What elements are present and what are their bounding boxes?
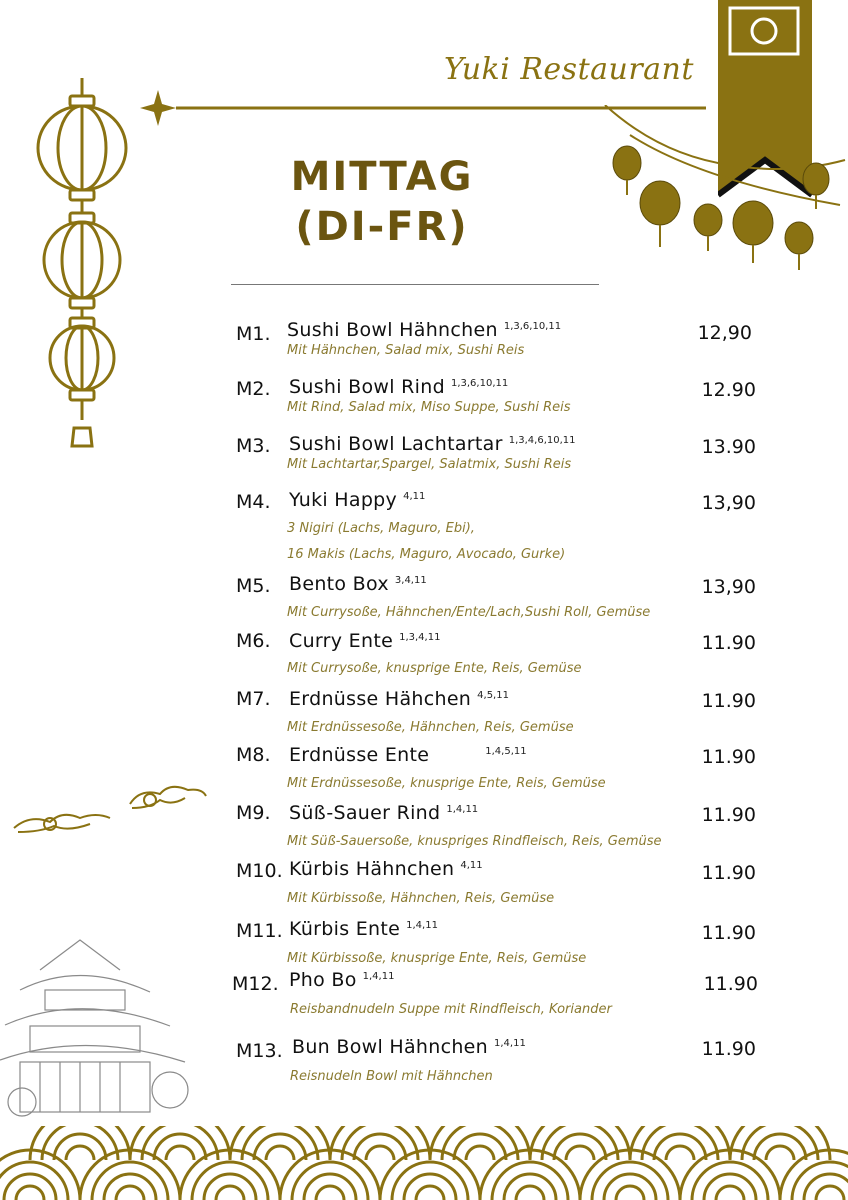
item-allergens: 4,11 <box>460 860 483 871</box>
item-code: M6. <box>236 630 271 652</box>
item-price: 12.90 <box>701 379 756 401</box>
item-description: Mit Lachtartar,Spargel, Salatmix, Sushi Reis <box>287 457 572 472</box>
item-allergens: 4,11 <box>403 491 426 502</box>
item-name-text: Erdnüsse Hähchen <box>289 688 472 710</box>
item-allergens: 1,3,4,6,10,11 <box>508 435 576 446</box>
item-allergens: 1,4,5,11 <box>485 746 527 757</box>
item-price: 13,90 <box>701 576 756 598</box>
item-code: M12. <box>232 973 279 995</box>
item-description: Mit Rind, Salad mix, Miso Suppe, Sushi Reis <box>287 400 571 415</box>
item-name <box>289 489 425 511</box>
item-allergens: 1,4,11 <box>494 1038 526 1049</box>
item-name-text: Pho Bo <box>289 969 357 991</box>
item-name-text: Kürbis Ente <box>289 918 401 940</box>
item-price: 11.90 <box>701 862 756 884</box>
item-description: Mit Kürbissoße, Hähnchen, Reis, Gemüse <box>287 891 555 906</box>
restaurant-name: Yuki Restaurant <box>444 52 694 87</box>
item-name <box>289 858 483 880</box>
item-name <box>289 688 509 710</box>
wave-pattern <box>0 1118 848 1200</box>
item-allergens: 4,5,11 <box>477 690 509 701</box>
item-price: 11.90 <box>701 922 756 944</box>
item-description: 3 Nigiri (Lachs, Maguro, Ebi), <box>287 521 475 536</box>
item-price: 13.90 <box>701 436 756 458</box>
item-name <box>287 319 561 341</box>
item-name-text: Kürbis Hähnchen <box>289 858 455 880</box>
item-price: 11.90 <box>701 632 756 654</box>
item-allergens: 1,3,4,11 <box>399 632 441 643</box>
item-code: M1. <box>236 323 271 345</box>
item-code: M9. <box>236 802 271 824</box>
item-price: 11.90 <box>701 690 756 712</box>
item-name-text: Sushi Bowl Rind <box>289 376 445 398</box>
pagoda-illustration <box>0 930 200 1120</box>
item-code: M7. <box>236 688 271 710</box>
item-name <box>289 573 427 595</box>
item-allergens: 1,4,11 <box>406 920 438 931</box>
item-price: 11.90 <box>701 1038 756 1060</box>
item-description: Mit Kürbissoße, knusprige Ente, Reis, Gemüse <box>287 951 587 966</box>
item-name <box>292 1036 526 1058</box>
item-name <box>289 376 508 398</box>
item-allergens: 1,4,11 <box>362 971 395 982</box>
item-description-2: 16 Makis (Lachs, Maguro, Avocado, Gurke) <box>287 547 566 562</box>
item-description: Reisbandnudeln Suppe mit Rindfleisch, Koriander <box>290 1002 612 1017</box>
item-code: M2. <box>236 378 271 400</box>
item-allergens: 1,3,6,10,11 <box>503 321 562 332</box>
item-price: 11.90 <box>701 746 756 768</box>
item-code: M13. <box>236 1040 283 1062</box>
item-description: Mit Hähnchen, Salad mix, Sushi Reis <box>287 343 525 358</box>
title-divider <box>231 284 599 285</box>
item-description: Mit Currysoße, Hähnchen/Ente/Lach,Sushi Roll, Gemüse <box>287 605 651 620</box>
item-name-text: Sushi Bowl Hähnchen <box>287 319 498 341</box>
item-name <box>289 802 478 824</box>
item-description: Mit Süß-Sauersoße, knuspriges Rindfleisch, Reis, Gemüse <box>287 834 662 849</box>
item-price: 12,90 <box>697 322 752 344</box>
title-line-2: (DI-FR) <box>295 204 469 250</box>
item-name <box>289 630 440 652</box>
item-name <box>289 433 576 455</box>
item-description: Mit Erdnüssesoße, knusprige Ente, Reis, Gemüse <box>287 776 606 791</box>
item-price: 13,90 <box>701 492 756 514</box>
item-code: M4. <box>236 491 271 513</box>
item-name <box>289 744 527 766</box>
item-code: M3. <box>236 435 271 457</box>
item-name-text: Curry Ente <box>289 630 394 652</box>
item-code: M8. <box>236 744 271 766</box>
item-price: 11.90 <box>701 804 756 826</box>
item-name-text: Bento Box <box>289 573 389 595</box>
item-allergens: 1,3,6,10,11 <box>450 378 509 389</box>
item-code: M10. <box>236 860 283 882</box>
item-name-text: Erdnüsse Ente <box>289 744 430 766</box>
item-price: 11.90 <box>703 973 758 995</box>
item-description: Mit Erdnüssesoße, Hähnchen, Reis, Gemüse <box>287 720 574 735</box>
item-name <box>289 918 438 940</box>
item-allergens: 3,4,11 <box>394 575 427 586</box>
item-code: M11. <box>236 920 283 942</box>
title-line-1: MITTAG <box>290 154 474 200</box>
item-allergens: 1,4,11 <box>446 804 479 815</box>
cloud-icon <box>10 778 210 842</box>
item-description: Mit Currysoße, knusprige Ente, Reis, Gemüse <box>287 661 582 676</box>
item-name-text: Sushi Bowl Lachtartar <box>289 433 503 455</box>
lantern-string-icon <box>600 105 848 280</box>
item-name-text: Bun Bowl Hähnchen <box>292 1036 489 1058</box>
lantern-icon <box>30 78 140 458</box>
item-code: M5. <box>236 575 271 597</box>
item-description: Reisnudeln Bowl mit Hähnchen <box>290 1069 493 1084</box>
page-title <box>232 152 532 252</box>
item-name <box>289 969 394 991</box>
item-name-text: Yuki Happy <box>289 489 398 511</box>
item-name-text: Süß-Sauer Rind <box>289 802 441 824</box>
